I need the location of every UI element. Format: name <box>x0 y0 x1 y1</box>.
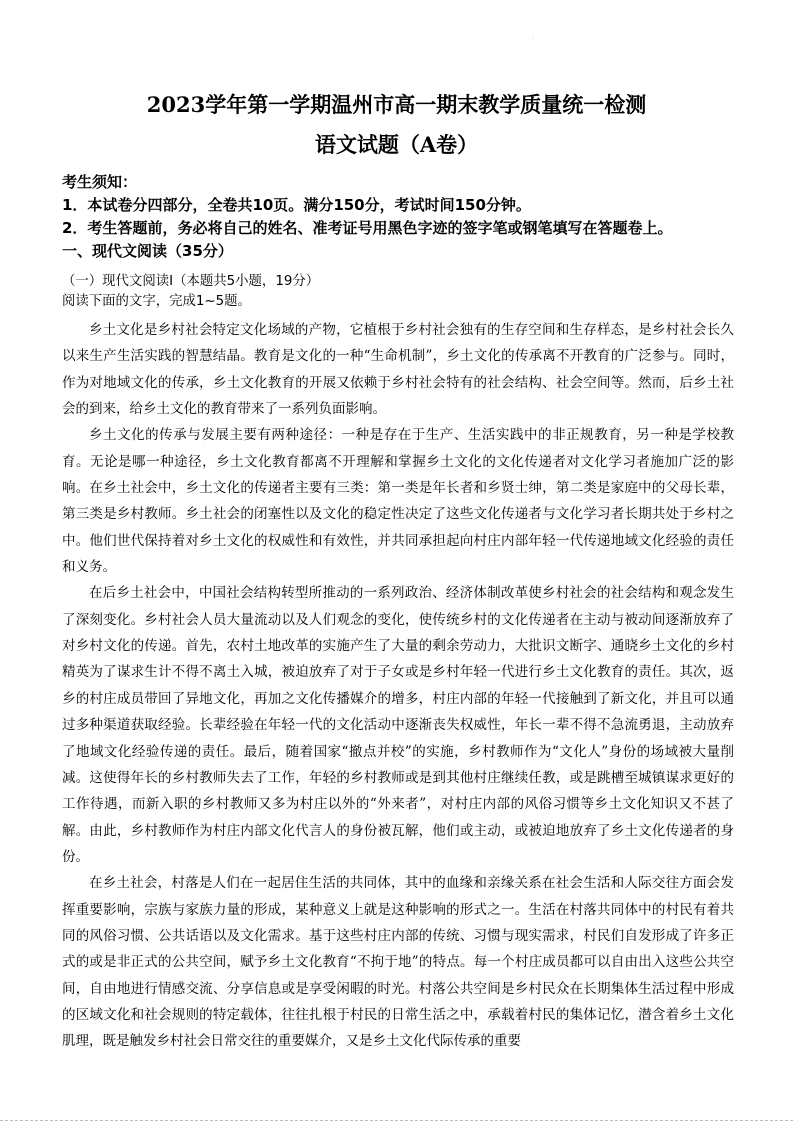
notice-block <box>62 171 734 263</box>
passage-paragraph-1: 乡土文化是乡村社会特定文化场域的产物，它植根于乡村社会独有的生存空间和生存样态，是乡村社会长久以来生产生活实践的智慧结晶。教育是文化的一种“生命机制”，乡土文化的传承离不开教育的广泛参与。同时，作为对地域文化的传承，乡土文化教育的开展又依赖于乡村社会特有的社会结构、社会空间等。然而，后乡土社会的到来，给乡土文化的教育带来了一系列负面影响。 <box>62 322 734 418</box>
scan-mark: · <box>532 34 535 43</box>
reading-instruction: 阅读下面的文字，完成1~5题。 <box>62 294 251 309</box>
passage-paragraph-3: 在后乡土社会中，中国社会结构转型所推动的一系列政治、经济体制改革使乡村社会的社会结构和观念发生了深刻变化。乡村社会人员大量流动以及人们观念的变化，使传统乡村的文化传递者在主动与被动间逐渐放弃了对乡村文化的传递。首先，农村土地改革的实施产生了大量的剩余劳动力，大批识文断字、通晓乡土文化的乡村精英为了谋求生计不得不离土入城，被迫放弃了对于子女或是乡村年轻一代进行乡土文化教育的责任。其次，返乡的村庄成员带回了异地文化，再加之文化传播媒介的增多，村庄内部的年轻一代接触到了新文化，并且可以通过多种渠道获取经验。长辈经验在年轻一代的文化活动中逐渐丧失权威性，年长一辈不得不急流勇退，主动放弃了地域文化经验传递的责任。最后，随着国家“撤点并校”的实施，乡村教师作为“文化人”身份的场域被大量削减。这使得年长的乡村教师失去了工作，年轻的乡村教师或是到其他村庄继续任教，或是跳槽至城镇谋求更好的工作待遇，而新入职的乡村教师又多为村庄以外的“外来者”，对村庄内部的风俗习惯等乡土文化知识又不甚了解。由此，乡村教师作为村庄内部文化代言人的身份被瓦解，他们或主动，或被迫地放弃了乡土文化传递者的身份。 <box>62 585 734 865</box>
passage-paragraph-2: 乡土文化的传承与发展主要有两种途径：一种是存在于生产、生活实践中的非正规教育，另一种是学校教育。无论是哪一种途径，乡土文化教育都离不开理解和掌握乡土文化的文化传递者对文化学习者施加广泛的影响。在乡土社会中，乡土文化的传递者主要有三类：第一类是年长者和乡贤士绅，第二类是家庭中的父母长辈，第三类是乡村教师。乡土社会的闭塞性以及文化的稳定性决定了这些文化传递者与文化学习者长期共处于乡村之中。他们世代保持着对乡土文化的权威性和有效性，并共同承担起向村庄内部年轻一代传递地域文化经验的责任和义务。 <box>62 427 734 576</box>
subsection-title: （一）现代文阅读Ⅰ（本题共5小题，19分） <box>62 274 320 289</box>
notice-item-1: 1．本试卷分四部分，全卷共10页。满分150分，考试时间150分钟。 <box>62 196 531 214</box>
passage-paragraph-4: 在乡土社会，村落是人们在一起居住生活的共同体，其中的血缘和亲缘关系在社会生活和人际交往方面会发挥重要影响，宗族与家族力量的形成，某种意义上就是这种影响的形式之一。生活在村落共同体中的村民有着共同的风俗习惯、公共话语以及文化需求。基于这些村庄内部的传统、习惯与现实需求，村民们自发形成了许多正式的或是非正式的公共空间，赋予乡土文化教育“不拘于地”的特点。每一个村庄成员都可以自由出入这些公共空间，自由地进行情感交流、分享信息或是享受闲暇的时光。村落公共空间是乡村民众在长期集体生活过程中形成的区域文化和社会规则的特定载体，往往扎根于村民的日常生活之中，承载着村民的集体记忆，潜含着乡土文化肌理，既是触发乡村社会日常交往的重要媒介，又是乡土文化代际传承的重要 <box>62 875 734 1050</box>
notice-heading: 考生须知： <box>62 173 138 191</box>
section-title: 一、现代文阅读（35分） <box>62 242 233 260</box>
exam-title: 2023学年第一学期温州市高一期末教学质量统一检测 <box>146 92 647 117</box>
section-intro <box>62 272 734 312</box>
exam-subtitle: 语文试题（A卷） <box>314 132 479 157</box>
reading-passage <box>62 317 734 1055</box>
notice-item-2: 2．考生答题前，务必将自己的姓名、准考证号用黑色字迹的签字笔或钢笔填写在答题卷上。 <box>62 219 673 237</box>
